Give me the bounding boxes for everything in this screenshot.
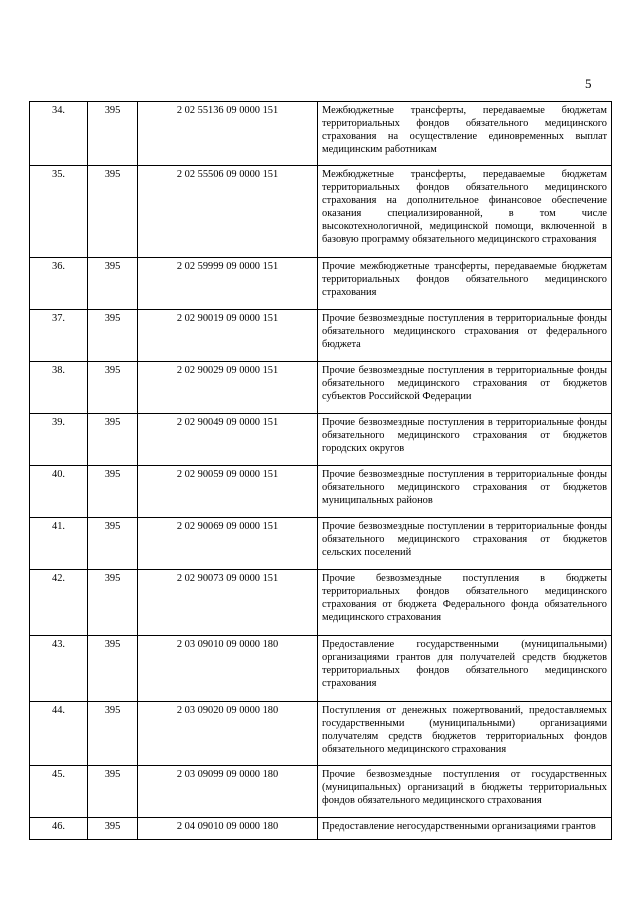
budget-classification-code: 2 02 55506 09 0000 151: [138, 166, 318, 258]
budget-classification-code: 2 02 55136 09 0000 151: [138, 102, 318, 166]
row-number: 38.: [30, 362, 88, 414]
row-number: 35.: [30, 166, 88, 258]
revenue-description: Прочие безвозмездные поступления в территориальные фонды обязательного медицинского страхования от бюджетов субъектов Российской Федерации: [318, 362, 612, 414]
budget-classification-code: 2 03 09010 09 0000 180: [138, 636, 318, 702]
table-row: [30, 636, 612, 702]
admin-code: 395: [88, 362, 138, 414]
row-number: 39.: [30, 414, 88, 466]
table-row: [30, 466, 612, 518]
budget-classification-code: 2 02 90029 09 0000 151: [138, 362, 318, 414]
revenue-description: Прочие безвозмездные поступления в территориальные фонды обязательного медицинского страхования от бюджетов муниципальных районов: [318, 466, 612, 518]
revenue-description: Прочие безвозмездные поступлении в территориальные фонды обязательного медицинского страхования от бюджетов сельских поселений: [318, 518, 612, 570]
row-number: 40.: [30, 466, 88, 518]
row-number: 36.: [30, 258, 88, 310]
admin-code: 395: [88, 702, 138, 766]
row-number: 43.: [30, 636, 88, 702]
table-row: [30, 102, 612, 166]
revenue-description: Межбюджетные трансферты, передаваемые бюджетам территориальных фондов обязательного медицинского страхования на осуществление единовременных выплат медицинским работникам: [318, 102, 612, 166]
row-number: 41.: [30, 518, 88, 570]
admin-code: 395: [88, 466, 138, 518]
row-number: 42.: [30, 570, 88, 636]
admin-code: 395: [88, 818, 138, 840]
revenue-description: Межбюджетные трансферты, передаваемые бюджетам территориальных фондов обязательного медицинского страхования на дополнительное финансовое обеспечение оказания специализированной, в том числе высокотехнологичной, медицинской помощи, включенной в базовую программу обязательного медицинского страхования: [318, 166, 612, 258]
row-number: 45.: [30, 766, 88, 818]
admin-code: 395: [88, 414, 138, 466]
revenue-description: Предоставление государственными (муниципальными) организациями грантов для получателей средств бюджетов территориальных фондов обязательного медицинского страхования: [318, 636, 612, 702]
revenue-description: Прочие безвозмездные поступления от государственных (муниципальных) организаций в бюджеты территориальных фондов обязательного медицинского страхования: [318, 766, 612, 818]
admin-code: 395: [88, 310, 138, 362]
table-row: [30, 414, 612, 466]
budget-classification-code: 2 02 90049 09 0000 151: [138, 414, 318, 466]
table-row: [30, 258, 612, 310]
budget-classification-code: 2 04 09010 09 0000 180: [138, 818, 318, 840]
table-row: [30, 310, 612, 362]
row-number: 46.: [30, 818, 88, 840]
revenue-description: Прочие безвозмездные поступления в бюджеты территориальных фондов обязательного медицинского страхования от бюджета Федерального фонда обязательного медицинского страхования: [318, 570, 612, 636]
admin-code: 395: [88, 518, 138, 570]
budget-classification-code: 2 02 59999 09 0000 151: [138, 258, 318, 310]
table-row: [30, 362, 612, 414]
admin-code: 395: [88, 258, 138, 310]
row-number: 44.: [30, 702, 88, 766]
admin-code: 395: [88, 102, 138, 166]
budget-classification-code: 2 02 90069 09 0000 151: [138, 518, 318, 570]
table-row: [30, 518, 612, 570]
row-number: 34.: [30, 102, 88, 166]
revenue-description: Поступления от денежных пожертвований, предоставляемых государственными (муниципальными) организациями получателям средств бюджетов территориальных фондов обязательного медицинского страхования: [318, 702, 612, 766]
revenue-description: Предоставление негосударственными организациями грантов: [318, 818, 612, 840]
table-row: [30, 818, 612, 840]
revenue-description: Прочие безвозмездные поступления в территориальные фонды обязательного медицинского страхования от бюджетов городских округов: [318, 414, 612, 466]
row-number: 37.: [30, 310, 88, 362]
table-row: [30, 570, 612, 636]
budget-classification-code: 2 02 90073 09 0000 151: [138, 570, 318, 636]
revenue-description: Прочие межбюджетные трансферты, передаваемые бюджетам территориальных фондов обязательного медицинского страхования: [318, 258, 612, 310]
admin-code: 395: [88, 570, 138, 636]
revenue-description: Прочие безвозмездные поступления в территориальные фонды обязательного медицинского страхования от федерального бюджета: [318, 310, 612, 362]
admin-code: 395: [88, 636, 138, 702]
table-row: [30, 166, 612, 258]
budget-classification-code: 2 03 09099 09 0000 180: [138, 766, 318, 818]
revenue-codes-table: [29, 101, 612, 840]
page-number: 5: [585, 76, 592, 91]
table-row: [30, 766, 612, 818]
admin-code: 395: [88, 766, 138, 818]
admin-code: 395: [88, 166, 138, 258]
table-row: [30, 702, 612, 766]
budget-classification-code: 2 02 90019 09 0000 151: [138, 310, 318, 362]
budget-classification-code: 2 03 09020 09 0000 180: [138, 702, 318, 766]
budget-classification-code: 2 02 90059 09 0000 151: [138, 466, 318, 518]
